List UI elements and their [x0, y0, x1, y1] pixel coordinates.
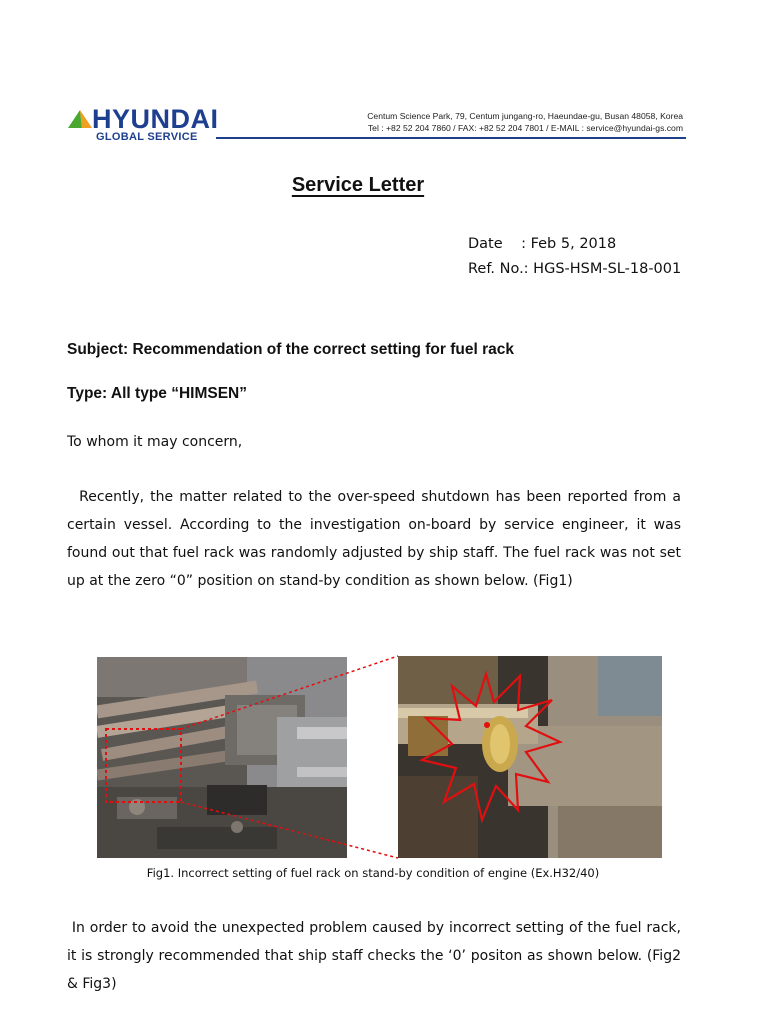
- body-paragraph-1: Recently, the matter related to the over-speed shutdown has been reported from a certain vessel. According to the investigation on-board by service engineer, it was found out that fuel rack was randomly adjusted by ship staff. The fuel rack was not set up at the zero “0” position on stand-by condition as shown below. (Fig1): [67, 489, 681, 589]
- figure-caption: Fig1. Incorrect setting of fuel rack on stand-by condition of engine (Ex.H32/40): [146, 866, 600, 880]
- type-line: Type: All type “HIMSEN”: [67, 385, 247, 402]
- letter-ref-no: Ref. No.: HGS-HSM-SL-18-001: [468, 261, 682, 277]
- fuel-rack-closeup-photo: [398, 656, 662, 858]
- subject-line: Subject: Recommendation of the correct setting for fuel rack: [67, 341, 514, 358]
- letter-date: Date : Feb 5, 2018: [468, 236, 617, 252]
- brand-name: HYUNDAI: [92, 104, 219, 134]
- company-contact: Tel : +82 52 204 7860 / FAX: +82 52 204 7801 / E-MAIL : service@hyundai-gs.com: [367, 123, 683, 133]
- brand-subtitle: GLOBAL SERVICE: [96, 131, 198, 143]
- salutation: To whom it may concern,: [67, 434, 243, 450]
- page-title: Service Letter: [291, 174, 425, 196]
- engine-overview-photo: [97, 657, 347, 858]
- header-divider: [216, 137, 686, 139]
- company-address: Centum Science Park, 79, Centum jungang-ro, Haeundae-gu, Busan 48058, Korea: [367, 111, 683, 121]
- body-paragraph-2: In order to avoid the unexpected problem caused by incorrect setting of the fuel rack, it is strongly recommended that ship staff checks the ‘0’ positon as shown below. (Fig2 & Fig3): [67, 920, 681, 992]
